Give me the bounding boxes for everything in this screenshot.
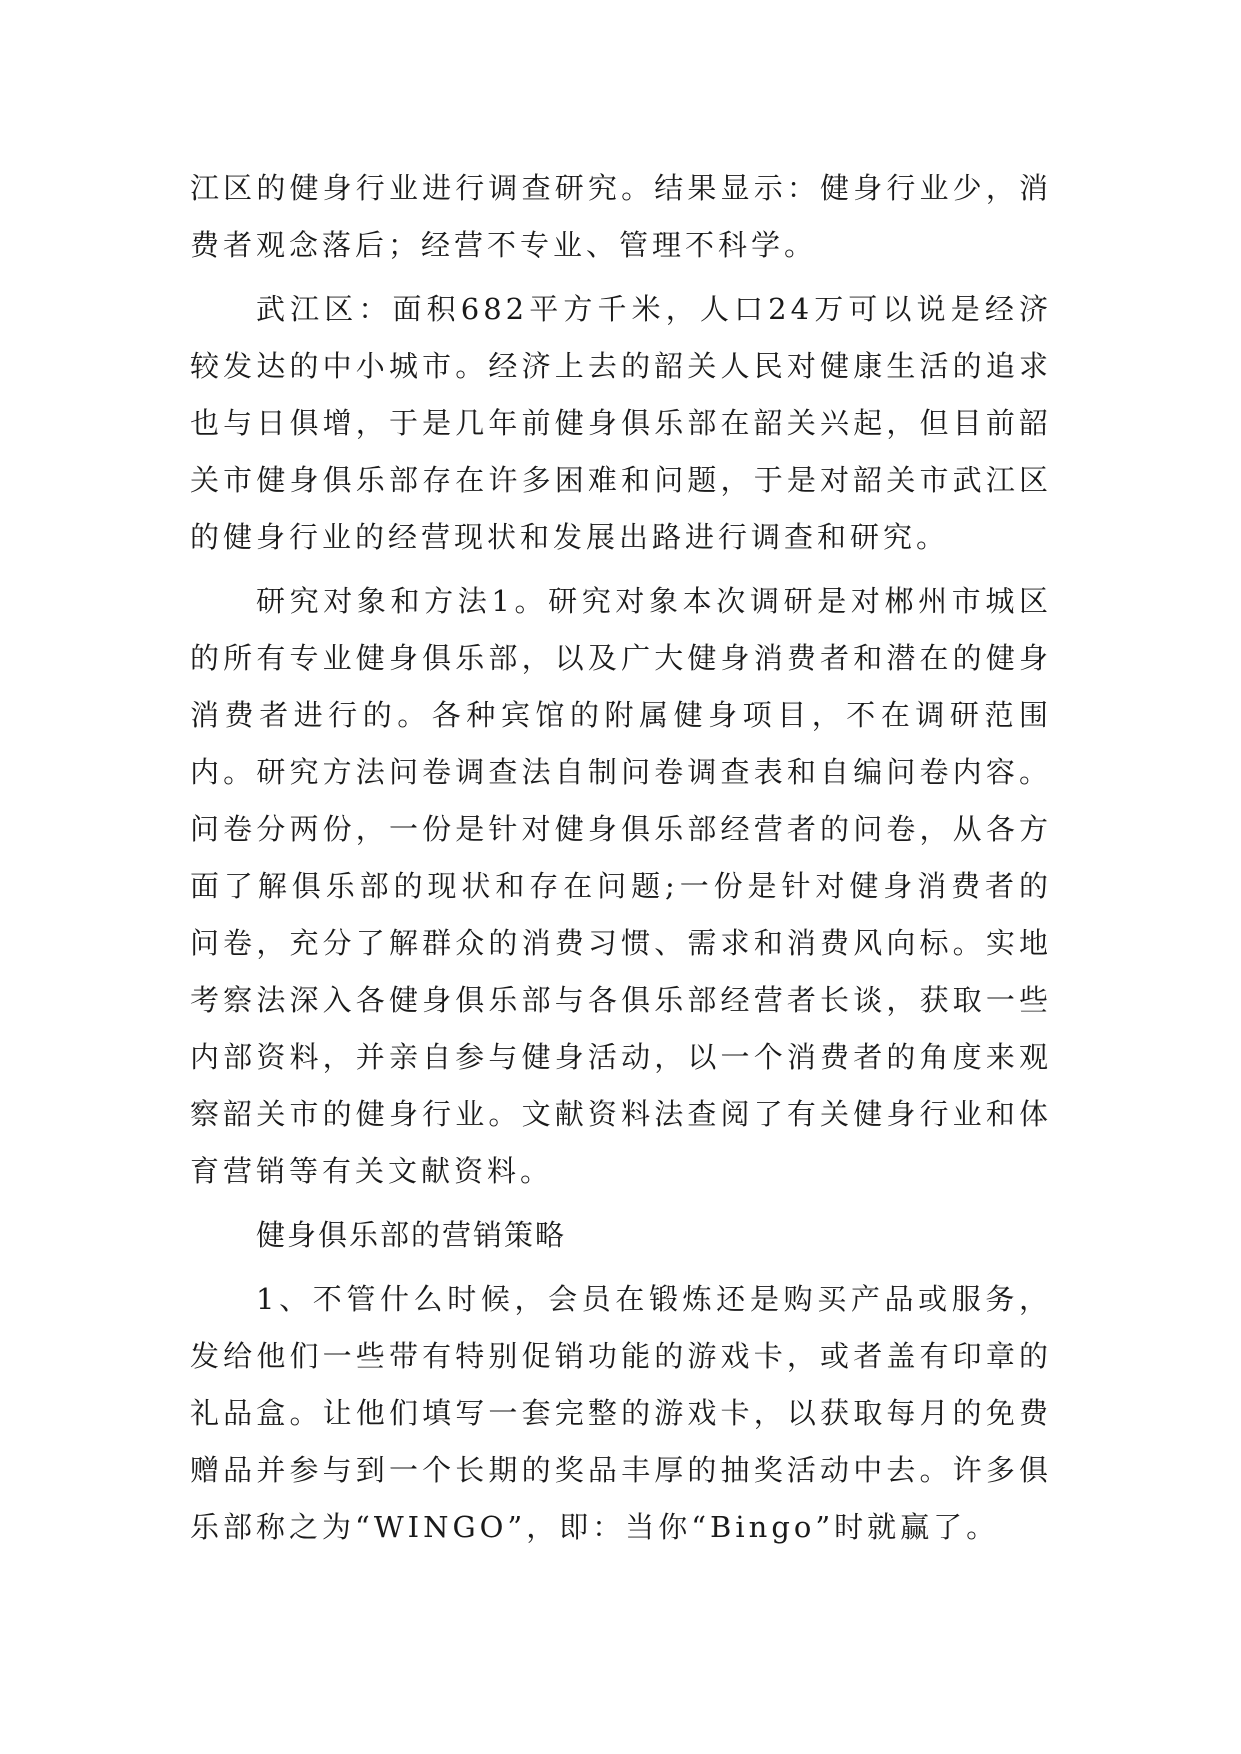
document-body [190,160,1052,1563]
paragraph-strategy-1: 1、不管什么时候，会员在锻炼还是购买产品或服务，发给他们一些带有特别促销功能的游戏卡，或者盖有印章的礼品盒。让他们填写一套完整的游戏卡，以获取每月的免费赠品并参与到一个长期的奖品丰厚的抽奖活动中去。许多俱乐部称之为“WINGO”，即：当你“Bingo”时就赢了。 [190,1282,1052,1544]
paragraph-wujiang-district: 武江区：面积682平方千米，人口24万可以说是经济较发达的中小城市。经济上去的韶关人民对健康生活的追求也与日俱增，于是几年前健身俱乐部在韶关兴起，但目前韶关市健身俱乐部存在许多困难和问题，于是对韶关市武江区的健身行业的经营现状和发展出路进行调查和研究。 [190,292,1052,554]
section-heading-marketing-strategy: 健身俱乐部的营销策略 [256,1218,567,1252]
paragraph-continuation: 江区的健身行业进行调查研究。结果显示：健身行业少，消费者观念落后；经营不专业、管理不科学。 [190,171,1052,262]
paragraph-research-methods: 研究对象和方法1。研究对象本次调研是对郴州市城区的所有专业健身俱乐部，以及广大健身消费者和潜在的健身消费者进行的。各种宾馆的附属健身项目，不在调研范围内。研究方法问卷调查法自制问卷调查表和自编问卷内容。问卷分两份，一份是针对健身俱乐部经营者的问卷，从各方面了解俱乐部的现状和存在问题;一份是针对健身消费者的问卷，充分了解群众的消费习惯、需求和消费风向标。实地考察法深入各健身俱乐部与各俱乐部经营者长谈，获取一些内部资料，并亲自参与健身活动，以一个消费者的角度来观察韶关市的健身行业。文献资料法查阅了有关健身行业和体育营销等有关文献资料。 [190,584,1052,1188]
